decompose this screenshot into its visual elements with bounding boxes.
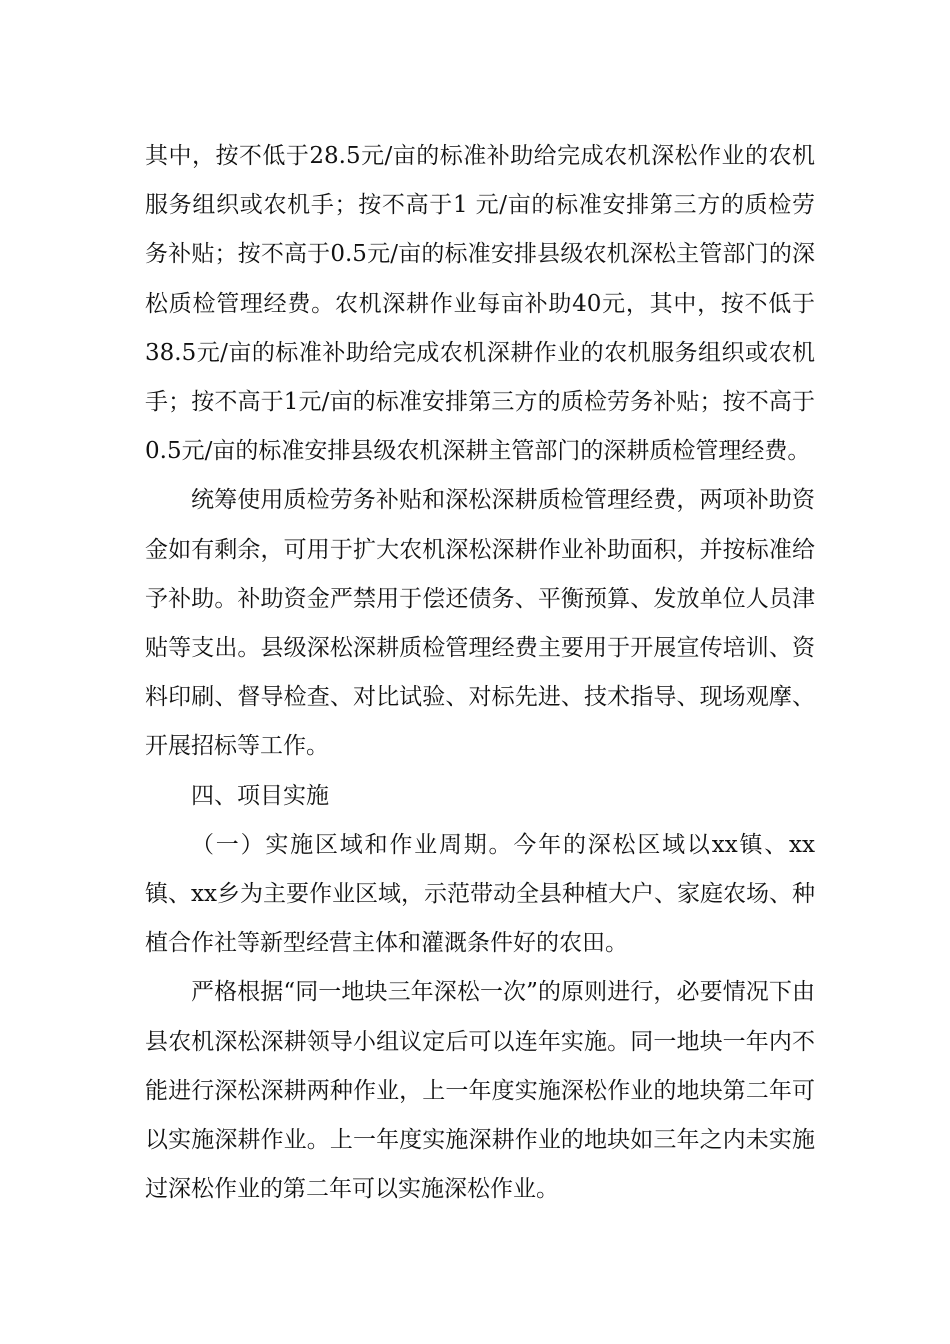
paragraph-subsidy-standards: 其中，按不低于28.5元/亩的标准补助给完成农机深松作业的农机服务组织或农机手；按不高于1 元/亩的标准安排第三方的质检劳务补贴；按不高于0.5元/亩的标准安排县级农机深松主管部门的深松质检管理经费。农机深耕作业每亩补助40元，其中，按不低于38.5元/亩的标准补助给完成农机深耕作业的农机服务组织或农机手；按不高于1元/亩的标准安排第三方的质检劳务补贴；按不高于0.5元/亩的标准安排县级农机深耕主管部门的深耕质检管理经费。	[145, 143, 815, 465]
paragraph-implementation-area: （一）实施区域和作业周期。今年的深松区域以xx镇、xx镇、xx乡为主要作业区域，示范带动全县种植大户、家庭农场、种植合作社等新型经营主体和灌溉条件好的农田。	[145, 831, 815, 957]
section-heading-implementation: 四、项目实施	[191, 782, 329, 809]
paragraph-fund-usage: 统筹使用质检劳务补贴和深松深耕质检管理经费，两项补助资金如有剩余，可用于扩大农机深松深耕作业补助面积，并按标准给予补助。补助资金严禁用于偿还债务、平衡预算、发放单位人员津贴等支出。县级深松深耕质检管理经费主要用于开展宣传培训、资料印刷、督导检查、对比试验、对标先进、技术指导、现场观摩、开展招标等工作。	[145, 487, 815, 760]
paragraph-rotation-principle: 严格根据“同一地块三年深松一次”的原则进行，必要情况下由县农机深松深耕领导小组议定后可以连年实施。同一地块一年内不能进行深松深耕两种作业，上一年度实施深松作业的地块第二年可以实施深耕作业。上一年度实施深耕作业的地块如三年之内未实施过深松作业的第二年可以实施深松作业。	[145, 979, 815, 1203]
document-body	[145, 132, 815, 1214]
